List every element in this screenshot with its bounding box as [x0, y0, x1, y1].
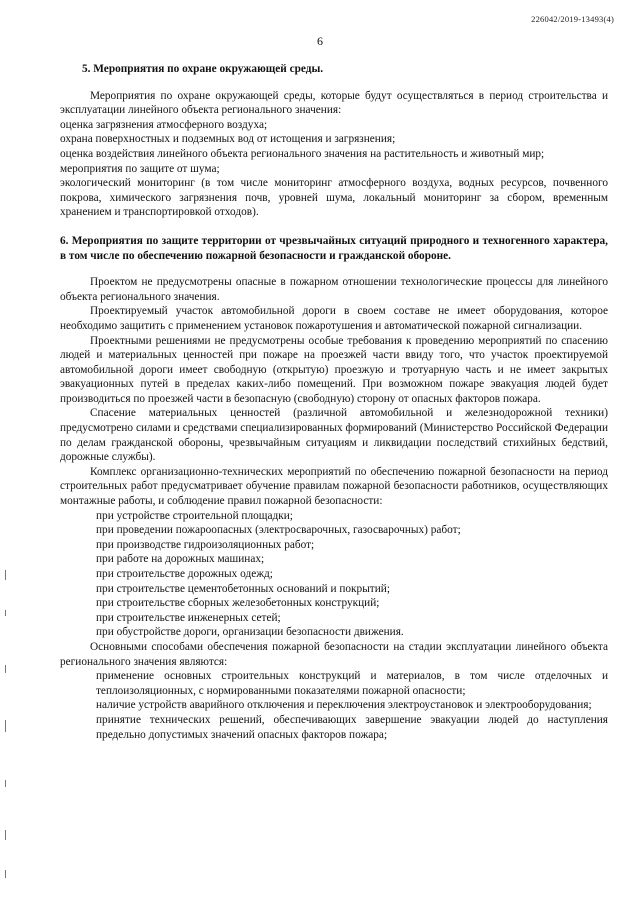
- list-item: при строительстве цементобетонных оснований и покрытий;: [96, 582, 390, 595]
- list-item: при работе на дорожных машинах;: [96, 553, 265, 566]
- document-code: 226042/2019-13493(4): [531, 14, 614, 24]
- list-item: при обустройстве дороги, организации безопасности движения.: [96, 626, 404, 639]
- section-5-intro: Мероприятия по охране окружающей среды, которые будут осуществляться в период строительства и эксплуатации линейного объекта регионального значения:: [60, 89, 608, 117]
- spacer: [60, 220, 608, 234]
- list-item: при строительстве дорожных одежд;: [96, 568, 273, 580]
- list-item: экологический мониторинг (в том числе мониторинг атмосферного воздуха, водных ресурсов, почвенного покрова, химического загрязнения почв, уровней шума, локальный мониторинг за сбором, временным хранением и транспортировкой отходов).: [60, 177, 608, 219]
- list-item: при устройстве строительной площадки;: [96, 509, 293, 522]
- page-number: 6: [317, 34, 323, 48]
- list-item: применение основных строительных конструкций и материалов, в том числе отделочных и теплоизоляционных, с нормированными показателями пожарной опасности;: [96, 670, 608, 697]
- list-item: при строительстве инженерных сетей;: [96, 611, 281, 624]
- paragraph: Проектом не предусмотрены опасные в пожарном отношении технологические процессы для линейного объекта регионального значения.: [60, 276, 608, 303]
- paragraph: Комплекс организационно-технических мероприятий по обеспечению пожарной безопасности на период строительных работ предусматривает обучение правилам пожарной безопасности работников, осуществляющих монтажные работы, и соблюдение правил пожарной безопасности:: [60, 465, 608, 508]
- list-item: при строительстве сборных железобетонных конструкций;: [96, 597, 380, 610]
- list-item: принятие технических решений, обеспечивающих завершение эвакуации людей до наступления предельно допустимых значений опасных факторов пожара;: [96, 713, 608, 741]
- list-item: при проведении пожароопасных (электросварочных, газосварочных) работ;: [96, 524, 461, 537]
- paragraph: Проектируемый участок автомобильной дороги в своем составе не имеет оборудования, которое необходимо защитить с применением установок пожаротушения и автоматической пожарной сигнализации.: [60, 305, 608, 332]
- list-item: наличие устройств аварийного отключения и переключения электроустановок и электрооборудования;: [96, 699, 592, 712]
- section-5-heading: 5. Мероприятия по охране окружающей среды.: [82, 63, 324, 75]
- list-item: оценка воздействия линейного объекта регионального значения на растительность и животный мир;: [60, 147, 545, 160]
- list-item: при производстве гидроизоляционных работ;: [96, 538, 315, 551]
- list-item: оценка загрязнения атмосферного воздуха;: [60, 118, 268, 131]
- paragraph: Основными способами обеспечения пожарной безопасности на стадии эксплуатации линейного объекта регионального значения являются:: [60, 640, 608, 668]
- page-content: [60, 58, 608, 742]
- paragraph: Проектными решениями не предусмотрены особые требования к проведению мероприятий по спасению людей и материальных ценностей при пожаре на проезжей части ввиду того, что участок проектируемой автомобильной дороги имеет свободную (открытую) проезжую и тротуарную часть и не имеет закрытых эвакуационных путей в пределах каких-либо помещений. При возможном пожаре эвакуация людей будет производиться по проезжей части в безопасную (свободную) сторону от опасных факторов пожара.: [60, 334, 608, 405]
- list-item: охрана поверхностных и подземных вод от истощения и загрязнения;: [60, 133, 396, 146]
- paragraph: Спасение материальных ценностей (различной автомобильной и железнодорожной техники) предусмотрено силами и средствами специализированных формирований (Министерство Российской Федерации по делам гражданской обороны, чрезвычайным ситуациям и ликвидации последствий стихийных бедствий, дорожные службы).: [60, 407, 608, 464]
- section-6-heading: 6. Мероприятия по защите территории от чрезвычайных ситуаций природного и техногенного характера, в том числе по обеспечению пожарной безопасности и гражданской обороне.: [60, 234, 608, 262]
- scan-margin-marks: [3, 570, 9, 890]
- list-item: мероприятия по защите от шума;: [60, 162, 220, 175]
